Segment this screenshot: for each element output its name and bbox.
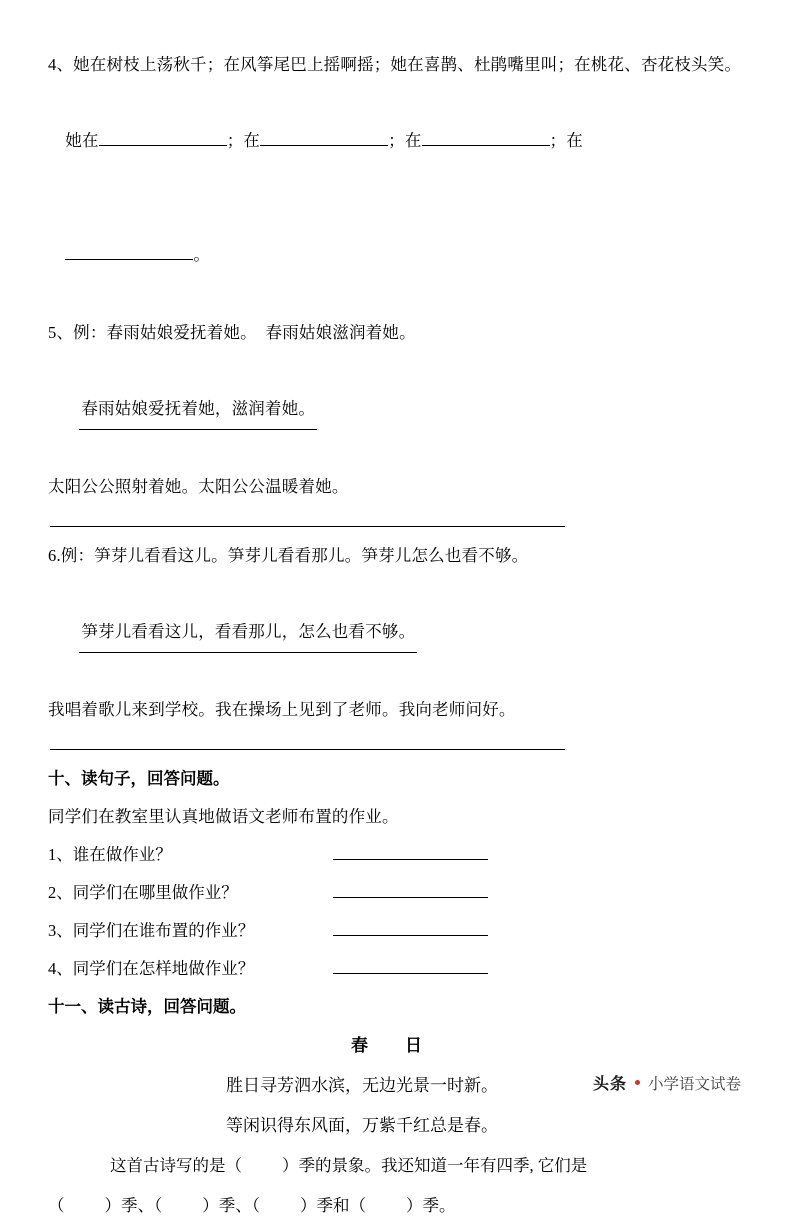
- section-ten-question-row-4: [48, 950, 745, 988]
- section-ten-question-row-1: [48, 836, 745, 874]
- question-6-prompt: 6.例：笋芽儿看看这儿。笋芽儿看看那儿。笋芽儿怎么也看不够。: [48, 546, 529, 565]
- question-4-fill-line-2: [48, 198, 745, 312]
- question-5-answer-rule[interactable]: [50, 526, 565, 527]
- section-ten-title: 十、读句子，回答问题。: [48, 769, 230, 788]
- section-ten-question-2: 2、同学们在哪里做作业？: [48, 883, 238, 902]
- section-ten-question-row-3: [48, 912, 745, 950]
- poem-line-2: 等闲识得东风面，万紫千红总是春。: [226, 1116, 498, 1135]
- poem-title: 春 日: [351, 1036, 432, 1055]
- watermark: [593, 1071, 741, 1094]
- question-6-example-answer-row: [48, 575, 745, 691]
- q4-blank-2[interactable]: [260, 128, 388, 146]
- q4-sep-1: ；在: [226, 131, 261, 150]
- section-ten-question-3: 3、同学们在谁布置的作业？: [48, 921, 255, 940]
- q4-prefix: 她在: [65, 131, 99, 150]
- poem-question-line-2: [48, 1186, 745, 1226]
- watermark-text: 小学语文试卷: [647, 1075, 741, 1093]
- q4-blank-1[interactable]: [99, 128, 227, 146]
- section-ten-answer-blank-4[interactable]: [333, 956, 488, 974]
- watermark-dot-icon: [635, 1080, 640, 1085]
- poem-q2-c: ）季、（: [202, 1196, 260, 1215]
- section-ten-question-4: 4、同学们在怎样地做作业？: [48, 959, 255, 978]
- question-5-example-answer-row: [48, 352, 745, 468]
- question-5-exercise: 太阳公公照射着她。太阳公公温暖着她。: [48, 477, 349, 496]
- question-5-example-answer: 春雨姑娘爱抚着她，滋润着她。: [79, 390, 317, 430]
- section-ten-sentence: 同学们在教室里认真地做语文老师布置的作业。: [48, 807, 399, 826]
- poem-q2-e: ）季。: [406, 1196, 456, 1215]
- section-ten-answer-blank-2[interactable]: [333, 880, 488, 898]
- poem-line-1: 胜日寻芳泗水滨，无边光景一时新。: [226, 1076, 498, 1095]
- q4-blank-3[interactable]: [422, 128, 550, 146]
- poem-q2-b: ）季、（: [104, 1196, 163, 1215]
- poem-q2-a: （: [48, 1196, 65, 1215]
- question-5-prompt: 5、例：春雨姑娘爱抚着她。 春雨姑娘滋润着她。: [48, 323, 416, 342]
- question-6-answer-rule[interactable]: [50, 749, 565, 750]
- poem-question-part1: 这首古诗写的是（: [110, 1156, 242, 1175]
- question-6-example-answer: 笋芽儿看看这儿，看看那儿，怎么也看不够。: [79, 613, 417, 653]
- watermark-logo: 头条: [592, 1076, 627, 1093]
- poem-question-part2: ）季的景象。我还知道一年有四季, 它们是: [282, 1156, 588, 1175]
- section-ten-question-1: 1、谁在做作业？: [48, 845, 172, 864]
- q4-end: 。: [193, 245, 211, 264]
- question-4-prompt: 4、她在树枝上荡秋千；在风筝尾巴上摇啊摇；她在喜鹊、杜鹃嘴里叫；在桃花、杏花枝头笑。: [48, 55, 742, 74]
- poem-q2-d: ）季和（: [300, 1196, 366, 1215]
- section-ten-answer-blank-1[interactable]: [333, 842, 488, 860]
- q4-sep-2: ；在: [388, 131, 422, 150]
- question-6-exercise: 我唱着歌儿来到学校。我在操场上见到了老师。我向老师问好。: [48, 700, 516, 719]
- section-ten-question-row-2: [48, 874, 745, 912]
- q4-sep-3: ；在: [549, 131, 583, 150]
- q4-blank-4[interactable]: [65, 242, 193, 260]
- section-ten-answer-blank-3[interactable]: [333, 918, 488, 936]
- poem-question-line-1: [48, 1146, 745, 1186]
- question-4-fill-line-1: [48, 84, 745, 198]
- section-eleven-title: 十一、读古诗，回答问题。: [48, 997, 246, 1016]
